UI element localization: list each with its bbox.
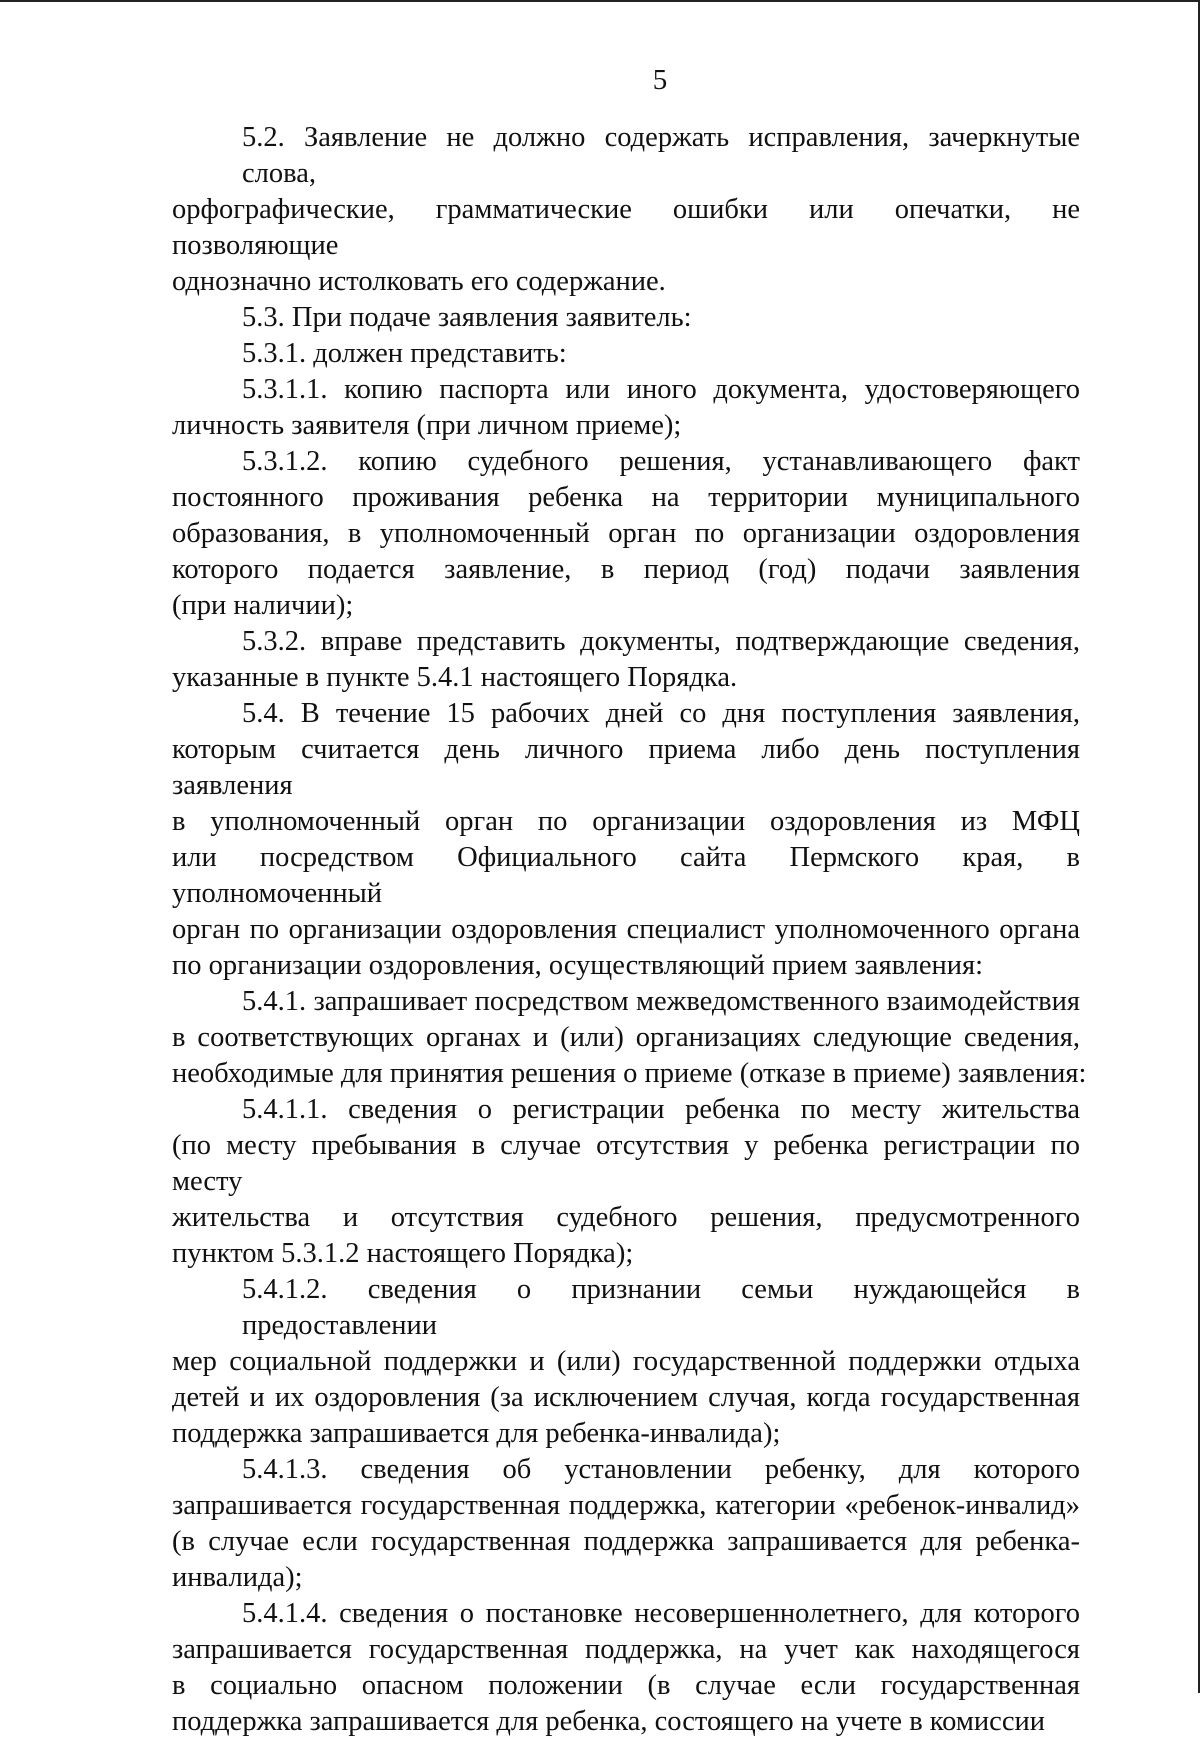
text-line: пунктом 5.3.1.2 настоящего Порядка); [172,1238,634,1269]
text-line: которым считается день личного приема либо день поступления заявления [172,734,1080,801]
paragraph [172,336,1080,372]
text-line: 5.4.1.3. сведения об установлении ребенку, для которого [242,1454,1080,1485]
text-line: 5.4. В течение 15 рабочих дней со дня поступления заявления, [242,698,1080,729]
page-number: 5 [652,64,668,96]
text-line: (при наличии); [172,590,354,621]
paragraph [172,1092,1080,1272]
text-line: указанные в пункте 5.4.1 настоящего Порядка. [172,662,738,693]
text-line: по организации оздоровления, осуществляющий прием заявления: [172,950,984,981]
text-line: 5.2. Заявление не должно содержать исправления, зачеркнутые слова, [242,122,1080,189]
text-line: в уполномоченный орган по организации оздоровления из МФЦ [172,806,1080,837]
text-line: или посредством Официального сайта Пермского края, в уполномоченный [172,842,1080,909]
text-line: личность заявителя (при личном приеме); [172,410,682,441]
page-edge-top [0,0,1200,2]
text-line: 5.3.1. должен представить: [242,338,567,369]
text-line: образования, в уполномоченный орган по организации оздоровления [172,518,1080,549]
text-line: 5.4.1. запрашивает посредством межведомственного взаимодействия [242,986,1080,1017]
paragraph [172,120,1080,300]
text-line: однозначно истолковать его содержание. [172,266,666,297]
text-line: 5.3.2. вправе представить документы, подтверждающие сведения, [242,626,1080,657]
text-line: 5.3. При подаче заявления заявитель: [242,302,692,333]
text-line: детей и их оздоровления (за исключением случая, когда государственная [172,1382,1080,1413]
paragraph [172,444,1080,624]
text-line: 5.3.1.2. копию судебного решения, устанавливающего факт [242,446,1080,477]
text-line: мер социальной поддержки и (или) государственной поддержки отдыха [172,1346,1080,1377]
text-line: жительства и отсутствия судебного решения, предусмотренного [172,1202,1080,1233]
text-line: 5.4.1.4. сведения о постановке несовершеннолетнего, для которого [242,1598,1080,1629]
paragraph [172,984,1087,1092]
text-line: необходимые для принятия решения о приеме (отказе в приеме) заявления: [172,1058,1087,1089]
text-line: в соответствующих органах и (или) организациях следующие сведения, [172,1022,1080,1053]
text-line: инвалида); [172,1562,303,1593]
text-line: орган по организации оздоровления специалист уполномоченного органа [172,914,1080,945]
text-line: которого подается заявление, в период (год) подачи заявления [172,554,1080,585]
text-line: в социально опасном положении (в случае если государственная [172,1670,1080,1701]
text-line: запрашивается государственная поддержка, на учет как находящегося [172,1634,1080,1665]
paragraph [172,1272,1080,1452]
paragraph [172,696,1080,984]
text-line: (в случае если государственная поддержка запрашивается для ребенка- [172,1526,1080,1557]
text-line: 5.3.1.1. копию паспорта или иного документа, удостоверяющего [242,374,1080,405]
text-line: 5.4.1.1. сведения о регистрации ребенка по месту жительства [242,1094,1080,1125]
paragraph [172,372,1080,444]
text-line: запрашивается государственная поддержка, категории «ребенок-инвалид» [172,1490,1080,1521]
paragraph [172,1596,1080,1740]
paragraph [172,1452,1080,1596]
paragraph [172,624,1080,696]
text-line: поддержка запрашивается для ребенка-инвалида); [172,1418,781,1449]
text-line: (по месту пребывания в случае отсутствия у ребенка регистрации по месту [172,1130,1080,1197]
text-line: 5.4.1.2. сведения о признании семьи нуждающейся в предоставлении [242,1274,1080,1341]
text-line: поддержка запрашивается для ребенка, состоящего на учете в комиссии [172,1706,1045,1737]
text-line: постоянного проживания ребенка на территории муниципального [172,482,1080,513]
paragraph [172,300,1080,336]
text-line: орфографические, грамматические ошибки или опечатки, не позволяющие [172,194,1080,261]
document-body [172,120,1087,1740]
